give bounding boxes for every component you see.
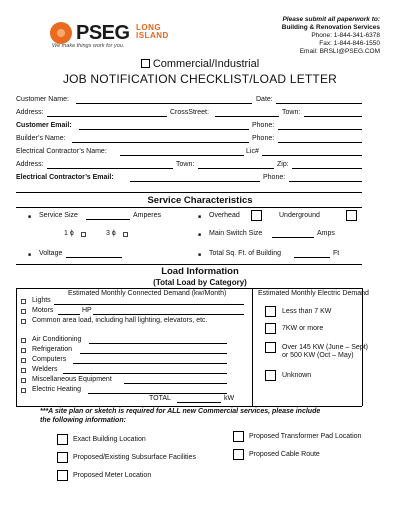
service-size-label: Service Size [39,212,78,219]
section-divider [16,207,362,208]
license-label: Lic# [246,148,259,155]
load-heading: Load Information [161,266,239,277]
exact-building-location-label: Exact Building Location [73,436,146,443]
contractor-address-label: Address: [16,161,44,168]
less-than-7kw-label: Less than 7 KW [282,308,332,315]
three-phase-label [106,230,116,237]
electric-heating-label: Electric Heating [32,386,82,393]
refrigeration-checkbox[interactable] [21,348,26,353]
amperes-label: Amperes [133,212,162,219]
welders-label: Welders [32,366,58,373]
over-145kw-checkbox[interactable] [265,342,276,353]
town-label: Town: [282,109,301,116]
cable-route-label: Proposed Cable Route [249,451,320,458]
transformer-pad-checkbox[interactable] [233,431,244,442]
common-area-checkbox[interactable] [21,319,26,324]
hp-label: HP [82,307,92,314]
contact-line4: Fax: 1-844-846-1550 [319,40,380,47]
customer-name-label: Customer Name: [16,96,69,103]
hp-field[interactable] [93,314,244,315]
electric-demand-header: Estimated Monthly Electric Demand [258,290,369,297]
unknown-checkbox[interactable] [265,370,276,381]
zip-label: Zip: [277,161,289,168]
underground-label: Underground [279,212,320,219]
over-145kw-label: Over 145 KW (June – Sept) [282,344,368,351]
page-title: JOB NOTIFICATION CHECKLIST/LOAD LETTER [62,72,338,86]
section-divider [16,192,362,193]
bullet-icon: ■ [198,214,202,220]
computers-checkbox[interactable] [21,358,26,363]
section-divider [16,288,362,289]
phi-icon: ɸ [111,230,116,237]
site-plan-note-line2: the following information: [40,417,126,424]
main-switch-field[interactable] [272,237,314,238]
motors-label: Motors [32,307,54,314]
subsurface-facilities-checkbox[interactable] [57,452,68,463]
phone-field[interactable] [278,129,362,130]
section-divider [16,406,362,407]
ft-label: Ft [333,250,340,257]
misc-equipment-label: Miscellaneous Equipment [32,376,112,383]
bullet-icon: ■ [198,252,202,258]
load-subheading: (Total Load by Category) [153,278,247,287]
electrical-contractor-email-label: Electrical Contractor’s Email: [16,174,114,181]
phone-label: Phone: [252,122,275,129]
main-switch-label: Main Switch Size [209,230,263,237]
air-conditioning-label: Air Conditioning [32,336,82,343]
tagline: We make things work for you. [52,43,125,49]
phi-icon: ɸ [69,230,74,237]
builder-phone-field[interactable] [278,142,362,143]
computers-field[interactable] [73,363,227,364]
brand-name: PSEG [76,22,130,44]
brand-sub-line1: LONG [136,23,162,32]
electric-heating-field[interactable] [88,393,227,394]
total-sq-ft-field[interactable] [294,257,330,258]
section-divider [16,264,362,265]
electrical-contractor-name-label: Electrical Contractor’s Name: [16,148,107,155]
electric-heating-checkbox[interactable] [21,388,26,393]
service-heading: Service Characteristics [147,195,253,206]
address-field[interactable] [47,116,167,117]
lights-label: Lights [32,297,51,304]
date-field[interactable] [276,103,362,104]
voltage-field[interactable] [66,257,122,258]
brand-sub-line2: ISLAND [136,31,169,40]
brand-subtitle [136,24,169,40]
unknown-label: Unknown [282,372,312,379]
refrigeration-field[interactable] [80,353,227,354]
three-phase-checkbox[interactable] [123,232,128,237]
contractor-phone-field[interactable] [289,181,362,182]
total-label: TOTAL [149,395,171,402]
single-phase-checkbox[interactable] [81,232,86,237]
lights-checkbox[interactable] [21,299,26,304]
cross-street-label: CrossStreet: [170,109,209,116]
computers-label: Computers [32,356,67,363]
7kw-or-more-checkbox[interactable] [265,323,276,334]
single-phase-label [64,230,74,237]
bullet-icon: ■ [28,214,32,220]
common-area-label: Common area load, including hall lighting, elevators, etc. [32,317,208,324]
date-label: Date: [256,96,273,103]
contact-line3: Phone: 1-844-341-6378 [311,32,380,39]
misc-equipment-field[interactable] [124,383,227,384]
contact-block [282,16,380,56]
less-than-7kw-checkbox[interactable] [265,306,276,317]
contact-line2: Building & Renovation Services [281,24,380,31]
electrical-contractor-email-field[interactable] [130,181,260,182]
service-size-field[interactable] [86,219,130,220]
electrical-contractor-name-field[interactable] [120,155,244,156]
contact-line1: Please submit all paperwork to: [282,16,380,23]
town-field[interactable] [304,116,362,117]
contact-line5: Email: BRSLI@PSEG.COM [299,48,380,55]
column-divider [252,288,253,406]
7kw-or-more-label: 7KW or more [282,325,324,332]
customer-name-field[interactable] [76,103,252,104]
motors-checkbox[interactable] [21,309,26,314]
welders-field[interactable] [63,373,227,374]
overhead-checkbox[interactable] [251,210,262,221]
subsurface-facilities-label: Proposed/Existing Subsurface Facilities [73,454,196,461]
contractor-town-field[interactable] [198,168,274,169]
phase-number: 1 [64,230,68,237]
customer-email-label: Customer Email: [16,122,72,129]
lights-field[interactable] [54,304,244,305]
form-type-row [0,58,400,70]
bullet-icon: ■ [198,232,202,238]
air-conditioning-checkbox[interactable] [21,338,26,343]
phase-number: 3 [106,230,110,237]
underground-checkbox[interactable] [346,210,357,221]
customer-email-field[interactable] [79,129,249,130]
pseg-logo-icon [50,22,72,44]
builders-name-field[interactable] [72,142,249,143]
motors-field[interactable] [58,314,80,315]
total-sq-ft-label: Total Sq. Ft. of Building [209,250,281,257]
cable-route-checkbox[interactable] [233,449,244,460]
amps-label: Amps [317,230,335,237]
misc-equipment-checkbox[interactable] [21,378,26,383]
builder-phone-label: Phone: [252,135,275,142]
column-border-left [16,288,17,406]
transformer-pad-label: Proposed Transformer Pad Location [249,433,362,440]
zip-field[interactable] [292,168,362,169]
form-type-label: Commercial/Industrial [152,58,260,70]
bullet-icon: ■ [28,252,32,258]
address-label: Address: [16,109,44,116]
kw-label: kW [224,395,235,402]
contractor-town-label: Town: [176,161,195,168]
cross-street-field[interactable] [215,116,279,117]
total-kw-field[interactable] [177,402,221,403]
form-type-checkbox[interactable] [141,59,150,68]
welders-checkbox[interactable] [21,368,26,373]
exact-building-location-checkbox[interactable] [57,434,68,445]
refrigeration-label: Refrigeration [32,346,73,353]
connected-demand-header: Estimated Monthly Connected Demand (kw/Month) [68,290,227,297]
voltage-label: Voltage [39,250,63,257]
site-plan-note-line1: ***A site plan or sketch is required for ALL new Commercial services, please include [40,408,321,415]
builders-name-label: Builder’s Name: [16,135,66,142]
license-field[interactable] [262,155,362,156]
meter-location-checkbox[interactable] [57,470,68,481]
contractor-address-field[interactable] [47,168,173,169]
air-conditioning-field[interactable] [89,343,227,344]
contractor-phone-label: Phone: [263,174,286,181]
overhead-label: Overhead [209,212,240,219]
meter-location-label: Proposed Meter Location [73,472,152,479]
over-500kw-label: or 500 KW (Oct – May) [282,352,354,359]
